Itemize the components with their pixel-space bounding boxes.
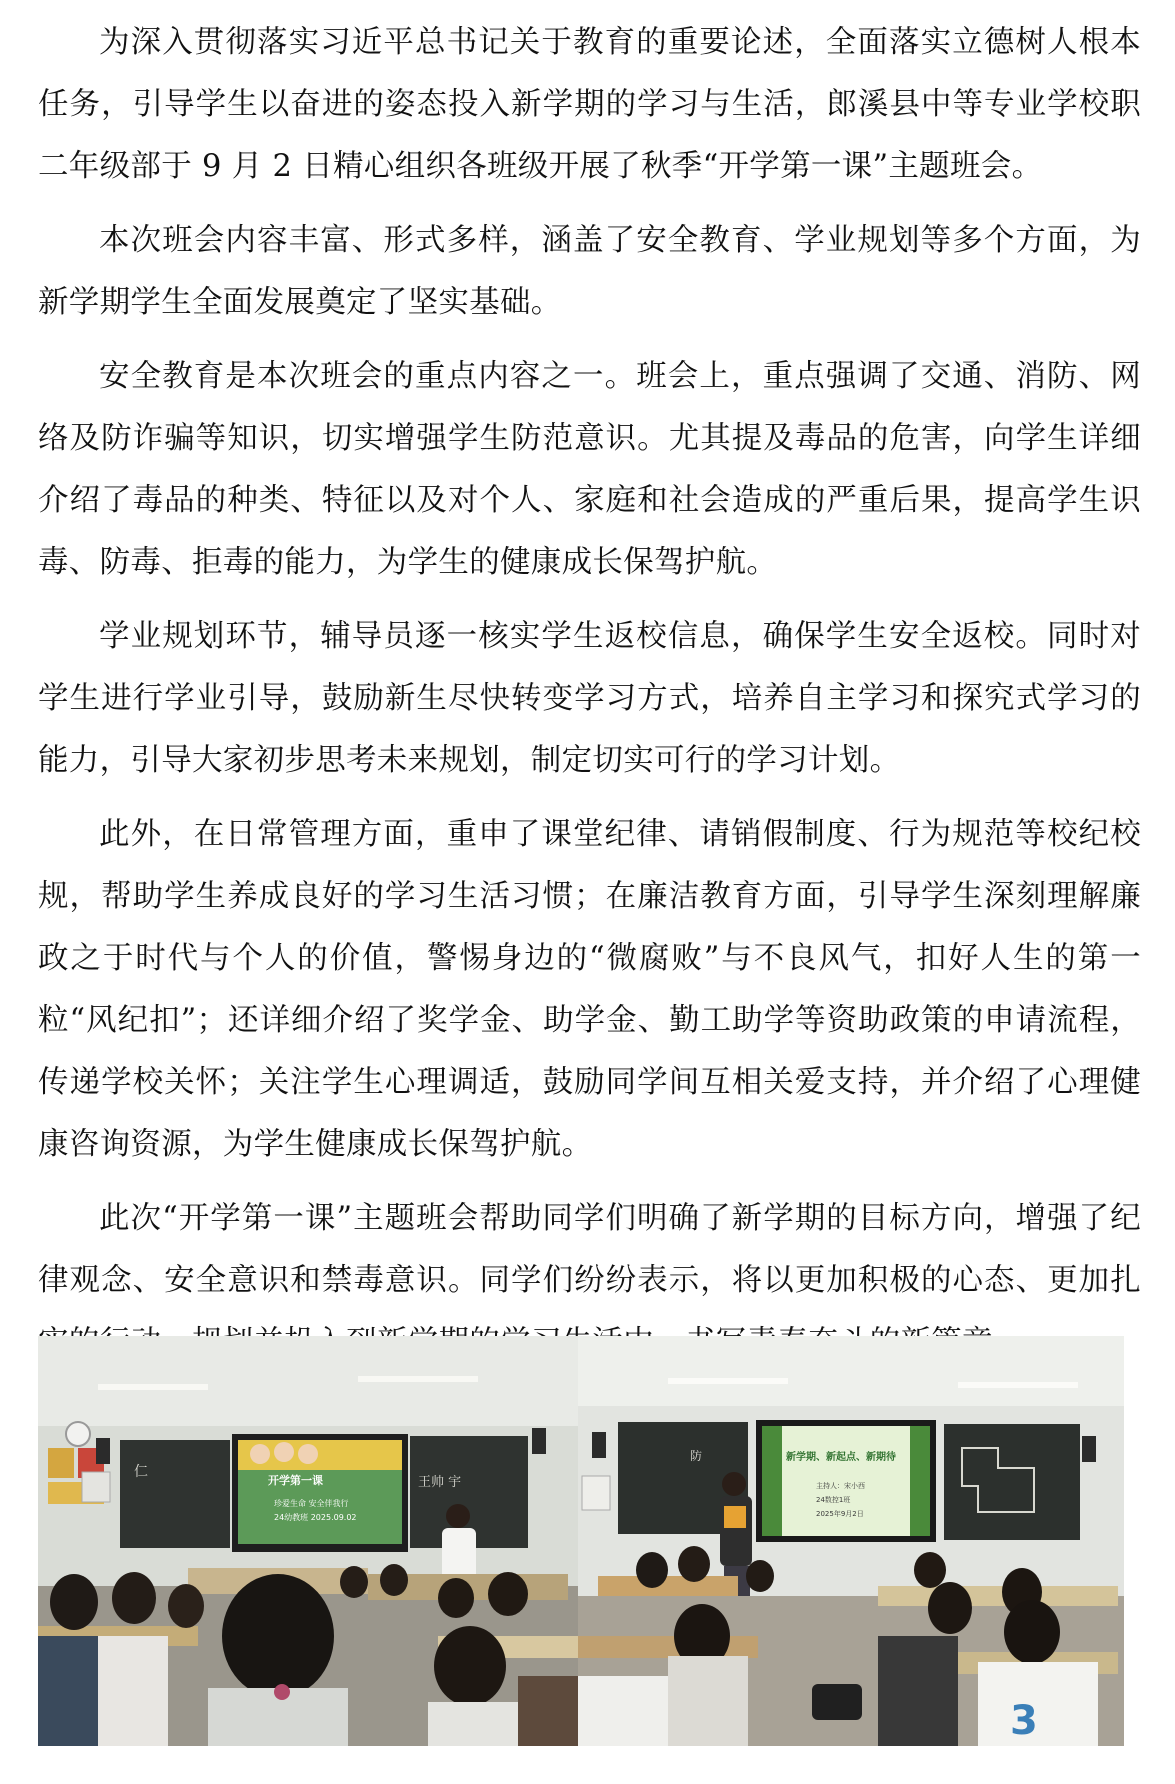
photo-row <box>38 1336 1124 1746</box>
article-body <box>38 12 1141 1386</box>
paragraph-conclusion: 此次“开学第一课”主题班会帮助同学们明确了新学期的目标方向，增强了纪律观念、安全意识和禁毒意识。同学们纷纷表示，将以更加积极的心态、更加扎 <box>38 1201 1141 1298</box>
board-left-chalk: 仁 <box>134 1464 148 1480</box>
shirt-number: 3 <box>1010 1698 1038 1744</box>
board-right-chalk: 王帅 宇 <box>418 1475 462 1490</box>
slide-line2-left: 24幼教班 2025.09.02 <box>274 1513 357 1522</box>
slide-title-left: 开学第一课 <box>268 1474 323 1487</box>
slide-line1-left: 珍爱生命 安全伴我行 <box>274 1499 349 1508</box>
paragraph-safety: 安全教育是本次班会的重点内容之一。班会上，重点强调了交通、消防、网络及防诈骗等知识，切实增强学生防范意识。尤其提及毒品的危害，向学生详细介绍了毒品的种类、特征以及对个人、家庭和社会造成的严重后果，提高学生识毒、防毒、拒毒的能力，为学生的健康成长保驾护航。 <box>38 359 1141 580</box>
slide-title-right: 新学期、新起点、新期待 <box>786 1452 896 1463</box>
slide-line3-right: 2025年9月2日 <box>816 1510 864 1518</box>
paragraph-intro: 为深入贯彻落实习近平总书记关于教育的重要论述，全面落实立德树人根本任务，引导学生以奋进的姿态投入新学期的学习与生活，郎溪县中等专业学校职二年级部于 9 月 2 日精心组织各班级开展了秋季“开学第一课”主题班会。 <box>38 25 1141 184</box>
paragraph-study-plan: 学业规划环节，辅导员逐一核实学生返校信息，确保学生安全返校。同时对学生进行学业引导，鼓励新生尽快转变学习方式，培养自主学习和探究式学习的能力，引导大家初步思考未来规划，制定切实可行的学习计划。 <box>38 619 1141 778</box>
slide-line1-right: 主持人：宋小西 <box>816 1482 865 1490</box>
classroom-photo-left <box>38 1336 578 1746</box>
slide-line2-right: 24数控1班 <box>816 1496 851 1504</box>
board-left-chalk-right: 防 <box>690 1449 703 1463</box>
classroom-photo-right <box>578 1336 1124 1746</box>
paragraph-management: 此外，在日常管理方面，重申了课堂纪律、请销假制度、行为规范等校纪校规，帮助学生养成良好的学习生活习惯；在廉洁教育方面，引导学生深刻理解廉政之于时代与个人的价值，警惕身边的“微腐败”与不良风气，扣好人生的第一粒“风纪扣”；还详细介绍了奖学金、助学金、勤工助学等资助政策的申请流程，传递学校关怀；关注学生心理调适，鼓励同学间互相关爱支持，并介绍了心理健康咨询资源，为学生健康成长保驾护航。 <box>38 817 1141 1162</box>
paragraph-overview: 本次班会内容丰富、形式多样，涵盖了安全教育、学业规划等多个方面，为新学期学生全面发展奠定了坚实基础。 <box>38 223 1141 320</box>
